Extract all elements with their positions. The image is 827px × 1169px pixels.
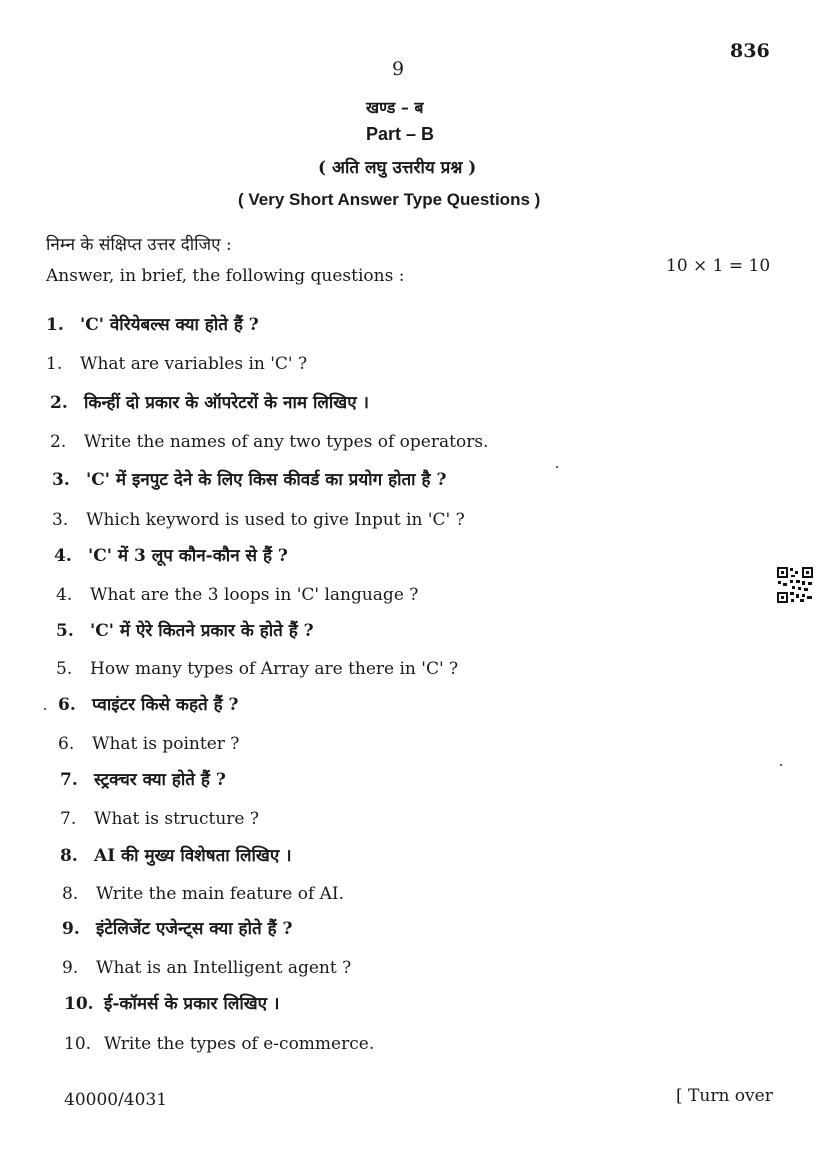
marks-scheme: 10 × 1 = 10 xyxy=(666,256,771,276)
question-8-english: 8. Write the main feature of AI. xyxy=(62,884,345,904)
question-2-hindi: 2. किन्हीं दो प्रकार के ऑपरेटरों के नाम लिखिए । xyxy=(50,393,369,413)
instruction-english: Answer, in brief, the following questions : xyxy=(46,266,405,286)
turn-over-note: [ Turn over xyxy=(676,1086,773,1106)
scan-speck xyxy=(44,708,46,710)
question-4-english: 4. What are the 3 loops in 'C' language ? xyxy=(56,585,419,605)
question-10-hindi: 10. ई-कॉमर्स के प्रकार लिखिए । xyxy=(64,994,280,1014)
question-type-hindi: ( अति लघु उत्तरीय प्रश्न ) xyxy=(318,158,477,178)
qr-code-icon xyxy=(776,566,814,604)
question-9-hindi: 9. इंटेलिजेंट एजेन्ट्स क्या होते हैं ? xyxy=(62,919,293,939)
question-7-hindi: 7. स्ट्रक्चर क्या होते हैं ? xyxy=(60,770,226,790)
question-8-hindi: 8. AI की मुख्य विशेषता लिखिए । xyxy=(60,846,292,866)
question-7-english: 7. What is structure ? xyxy=(60,809,259,829)
question-3-english: 3. Which keyword is used to give Input in 'C' ? xyxy=(52,510,465,530)
question-9-english: 9. What is an Intelligent agent ? xyxy=(62,958,352,978)
footer-paper-code: 40000/4031 xyxy=(64,1090,168,1110)
page-number: 9 xyxy=(392,58,405,80)
question-type-english: ( Very Short Answer Type Questions ) xyxy=(238,190,541,209)
question-5-english: 5. How many types of Array are there in 'C' ? xyxy=(56,659,459,679)
section-title-hindi: खण्ड – ब xyxy=(366,98,424,117)
question-5-hindi: 5. 'C' में ऐरे कितने प्रकार के होते हैं ? xyxy=(56,621,314,641)
scan-speck xyxy=(780,764,782,766)
section-title-english: Part – B xyxy=(366,124,435,144)
question-1-hindi: 1. 'C' वेरियेबल्स क्या होते हैं ? xyxy=(46,315,259,335)
question-4-hindi: 4. 'C' में 3 लूप कौन-कौन से हैं ? xyxy=(54,546,288,566)
instruction-hindi: निम्न के संक्षिप्त उत्तर दीजिए : xyxy=(46,235,232,255)
scan-speck xyxy=(556,466,558,468)
question-10-english: 10. Write the types of e-commerce. xyxy=(64,1034,375,1054)
question-2-english: 2. Write the names of any two types of operators. xyxy=(50,432,489,452)
question-6-hindi: 6. प्वाइंटर किसे कहते हैं ? xyxy=(58,695,239,715)
paper-code: 836 xyxy=(730,40,770,62)
question-1-english: 1. What are variables in 'C' ? xyxy=(46,354,308,374)
question-3-hindi: 3. 'C' में इनपुट देने के लिए किस कीवर्ड का प्रयोग होता है ? xyxy=(52,470,447,490)
question-6-english: 6. What is pointer ? xyxy=(58,734,240,754)
